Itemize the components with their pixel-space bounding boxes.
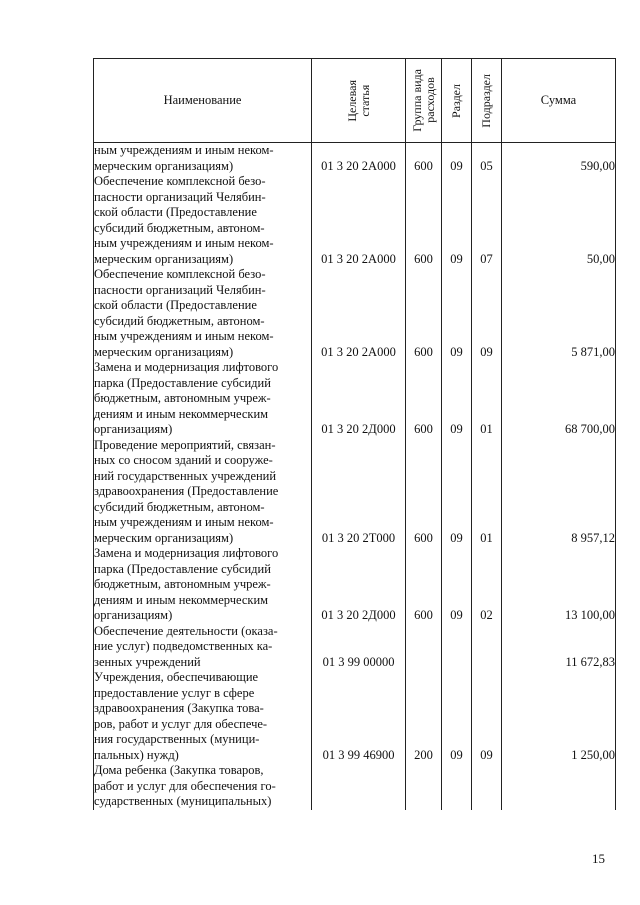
- row-name-line: парка (Предоставление субсидий: [94, 561, 271, 576]
- row-target: 01 3 20 2Д000: [312, 360, 406, 438]
- row-target: [312, 763, 406, 810]
- row-section: 09: [442, 143, 472, 175]
- row-name-line: организациям): [94, 422, 173, 436]
- row-name: [94, 267, 312, 360]
- page-number: 15: [592, 851, 605, 866]
- row-name: [94, 763, 312, 810]
- row-name-line: ний государственных учреждений: [94, 468, 277, 483]
- row-name-line: пасности организаций Челябин-: [94, 189, 266, 204]
- row-name-line: ской области (Предоставление: [94, 205, 257, 219]
- row-subsection: 01: [472, 360, 502, 438]
- table-row: [94, 143, 616, 175]
- row-target: 01 3 20 2Д000: [312, 546, 406, 624]
- row-name-line: ров, работ и услуг для обеспече-: [94, 716, 268, 731]
- row-name-line: организациям): [94, 608, 173, 622]
- table-row: [94, 763, 616, 810]
- row-name-line: предоставление услуг в сфере: [94, 685, 255, 700]
- row-name-line: пасности организаций Челябин-: [94, 282, 266, 297]
- row-name-line: бюджетным, автономным учреж-: [94, 391, 271, 405]
- row-group: 600: [406, 360, 442, 438]
- row-name-line: ние услуг) подведомственных ка-: [94, 639, 273, 653]
- table-row: [94, 546, 616, 624]
- row-group: [406, 763, 442, 810]
- header-subsection: Подраздел: [472, 59, 502, 143]
- header-group: Группа вида расходов: [406, 59, 442, 143]
- row-name-line: Обеспечение деятельности (оказа-: [94, 623, 278, 638]
- row-subsection: 02: [472, 546, 502, 624]
- table-row: [94, 360, 616, 438]
- row-subsection: 09: [472, 670, 502, 763]
- row-target: 01 3 99 00000: [312, 624, 406, 671]
- row-sum: [502, 763, 616, 810]
- row-sum: 68 700,00: [502, 360, 616, 438]
- row-group: 600: [406, 438, 442, 547]
- row-name: [94, 360, 312, 438]
- row-subsection: 09: [472, 267, 502, 360]
- row-name-line: мерческим организациям): [94, 251, 234, 266]
- row-name-line: дениям и иным некоммерческим: [94, 406, 269, 421]
- row-name-line: мерческим организациям): [94, 530, 234, 545]
- row-name: [94, 438, 312, 547]
- row-sum: 8 957,12: [502, 438, 616, 547]
- row-name-line: бюджетным, автономным учреж-: [94, 577, 271, 591]
- header-sum: Сумма: [502, 59, 616, 143]
- table-header-row: [94, 59, 616, 143]
- header-name: Наименование: [94, 59, 312, 143]
- row-subsection: [472, 624, 502, 671]
- row-name-line: мерческим организациям): [94, 158, 234, 173]
- row-name-line: здравоохранения (Предоставление: [94, 484, 279, 498]
- row-name: [94, 174, 312, 267]
- row-section: 09: [442, 546, 472, 624]
- row-name: [94, 624, 312, 671]
- table-row: [94, 438, 616, 547]
- budget-table: [93, 58, 616, 810]
- row-name-line: мерческим организациям): [94, 344, 234, 359]
- row-target: 01 3 20 2А000: [312, 267, 406, 360]
- row-subsection: [472, 763, 502, 810]
- header-section: Раздел: [442, 59, 472, 143]
- row-name-line: субсидий бюджетным, автоном-: [94, 313, 265, 328]
- row-target: 01 3 99 46900: [312, 670, 406, 763]
- row-section: 09: [442, 438, 472, 547]
- row-subsection: 05: [472, 143, 502, 175]
- row-name-line: ным учреждениям и иным неком-: [94, 143, 274, 157]
- row-name-line: пальных) нужд): [94, 747, 179, 762]
- row-name-line: парка (Предоставление субсидий: [94, 375, 271, 390]
- header-target: Целевая статья: [312, 59, 406, 143]
- row-group: 600: [406, 267, 442, 360]
- row-section: [442, 763, 472, 810]
- row-section: 09: [442, 267, 472, 360]
- row-sum: 11 672,83: [502, 624, 616, 671]
- row-name-line: Дома ребенка (Закупка товаров,: [94, 763, 264, 777]
- row-group: 600: [406, 546, 442, 624]
- row-name-line: ния государственных (муници-: [94, 732, 260, 746]
- row-section: 09: [442, 360, 472, 438]
- row-target: 01 3 20 2А000: [312, 174, 406, 267]
- table-row: [94, 670, 616, 763]
- row-sum: 50,00: [502, 174, 616, 267]
- row-name-line: субсидий бюджетным, автоном-: [94, 499, 265, 514]
- row-name-line: дениям и иным некоммерческим: [94, 592, 269, 607]
- table-row: [94, 174, 616, 267]
- row-name: [94, 546, 312, 624]
- table-row: [94, 624, 616, 671]
- row-name-line: ской области (Предоставление: [94, 298, 257, 312]
- row-name: [94, 143, 312, 175]
- row-name-line: зенных учреждений: [94, 654, 201, 669]
- table-body: [94, 143, 616, 810]
- row-sum: 5 871,00: [502, 267, 616, 360]
- row-name-line: здравоохранения (Закупка това-: [94, 701, 264, 715]
- row-name-line: Замена и модернизация лифтового: [94, 546, 279, 560]
- row-section: 09: [442, 174, 472, 267]
- row-target: 01 3 20 2А000: [312, 143, 406, 175]
- row-name-line: ным учреждениям и иным неком-: [94, 236, 274, 250]
- row-name-line: ным учреждениям и иным неком-: [94, 515, 274, 529]
- row-group: 600: [406, 174, 442, 267]
- row-sum: 1 250,00: [502, 670, 616, 763]
- row-name-line: Обеспечение комплексной безо-: [94, 174, 266, 188]
- row-sum: 13 100,00: [502, 546, 616, 624]
- row-target: 01 3 20 2Т000: [312, 438, 406, 547]
- row-subsection: 07: [472, 174, 502, 267]
- row-name-line: ным учреждениям и иным неком-: [94, 329, 274, 343]
- row-name-line: ных со сносом зданий и сооруже-: [94, 453, 273, 467]
- row-subsection: 01: [472, 438, 502, 547]
- row-name-line: Обеспечение комплексной безо-: [94, 267, 266, 281]
- row-name-line: работ и услуг для обеспечения го-: [94, 778, 276, 793]
- row-section: 09: [442, 670, 472, 763]
- row-name-line: Учреждения, обеспечивающие: [94, 670, 259, 684]
- row-name-line: субсидий бюджетным, автоном-: [94, 220, 265, 235]
- row-section: [442, 624, 472, 671]
- row-group: [406, 624, 442, 671]
- row-group: 200: [406, 670, 442, 763]
- row-name-line: Проведение мероприятий, связан-: [94, 437, 276, 452]
- row-name-line: сударственных (муниципальных): [94, 794, 272, 808]
- row-name-line: Замена и модернизация лифтового: [94, 360, 279, 374]
- row-group: 600: [406, 143, 442, 175]
- row-sum: 590,00: [502, 143, 616, 175]
- row-name: [94, 670, 312, 763]
- table-row: [94, 267, 616, 360]
